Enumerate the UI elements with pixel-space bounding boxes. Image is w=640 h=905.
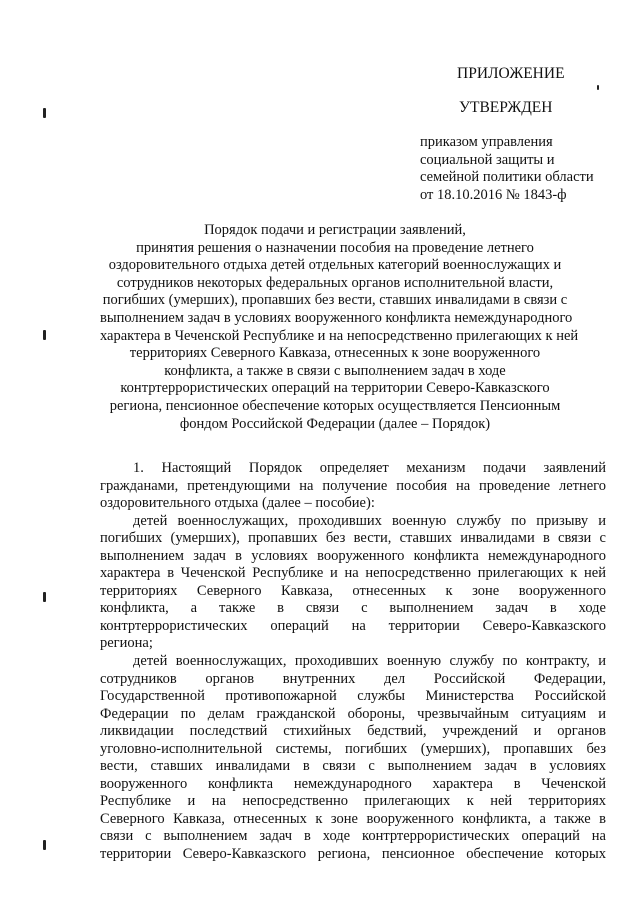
title-line: погибших (умерших), пропавших без вести, ставших инвалидами в связи с	[102, 292, 568, 309]
order-line: социальной защиты и	[420, 151, 555, 168]
paragraph-3-line: вооруженного конфликта немеждународного характера в Чеченской	[100, 775, 606, 792]
paragraph-2-line: выполнением задач в условиях вооруженного конфликта немеждународного	[100, 547, 606, 564]
title-line: региона, пенсионное обеспечение которых осуществляется Пенсионным	[109, 397, 561, 414]
paragraph-3-line: территории Северо-Кавказского региона, пенсионное обеспечение которых	[100, 846, 606, 863]
paragraph-3-line: Государственной противопожарной службы Министерства Российской	[100, 688, 606, 705]
paragraph-2-line: характера в Чеченской Республике и на непосредственно прилегающих к ней	[100, 565, 606, 582]
paragraph-3-line: уголовно-исполнительной системы, погибших (умерших), пропавших без	[100, 740, 606, 757]
paragraph-2-line: территориях Северного Кавказа, отнесенных к зоне вооруженного	[100, 582, 606, 599]
paragraph-2-line: детей военнослужащих, проходивших военную службу по призыву и	[133, 512, 606, 529]
title-line: фондом Российской Федерации (далее – Порядок)	[179, 415, 491, 432]
title-line: оздоровительного отдыха детей отдельных категорий военнослужащих и	[108, 257, 562, 274]
scan-mark	[43, 108, 46, 118]
title-line: контртеррористических операций на территории Северо-Кавказского	[120, 380, 550, 397]
paragraph-3-line: Северного Кавказа, отнесенных к зоне вооруженного конфликта, а также в	[100, 810, 606, 827]
paragraph-3-line: детей военнослужащих, проходивших военную службу по контракту, и	[133, 653, 606, 670]
order-line: семейной политики области	[420, 169, 594, 186]
title-line: сотрудников некоторых федеральных органов исполнительной власти,	[116, 274, 554, 291]
paragraph-2-line: контртеррористических операций на территории Северо-Кавказского	[100, 617, 606, 634]
document-title	[100, 222, 579, 433]
order-reference	[420, 134, 594, 204]
paragraph-2-line: конфликта, а также в связи с выполнением задач в ходе	[100, 600, 606, 617]
scan-mark	[43, 592, 46, 602]
title-line: Порядок подачи и регистрации заявлений,	[204, 222, 466, 238]
title-line: принятия решения о назначении пособия на проведение летнего	[136, 239, 534, 256]
paragraph-3-line: вести, ставших инвалидами в связи с выполнением задач в условиях	[100, 758, 606, 775]
paragraph-3-line: Республике и на непосредственно прилегающих к ней территориях	[100, 793, 606, 810]
scan-mark	[597, 85, 599, 90]
paragraph-3-line: сотрудников органов внутренних дел Российской Федерации,	[100, 670, 606, 687]
scan-mark	[43, 840, 46, 850]
order-line: приказом управления	[420, 134, 553, 150]
title-line: выполнением задач в условиях вооруженного конфликта немеждународного	[100, 309, 573, 326]
paragraph-3-line: ликвидации последствий стихийных бедствий, учреждений и органов	[100, 723, 606, 740]
document-body	[100, 460, 606, 864]
paragraph-3-line: связи с выполнением задач в ходе контртеррористических операций на	[100, 828, 606, 845]
approved-heading: УТВЕРЖДЕН	[459, 99, 553, 116]
title-line: территориях Северного Кавказа, отнесенных к зоне вооруженного	[129, 345, 541, 362]
paragraph-1-line: 1. Настоящий Порядок определяет механизм подачи заявлений	[133, 460, 606, 476]
paragraph-2-line: погибших (умерших), пропавших без вести, ставших инвалидами в связи с	[100, 530, 606, 547]
title-line: характера в Чеченской Республике и на непосредственно прилегающих к ней	[100, 327, 579, 344]
title-line: конфликта, а также в связи с выполнением задач в ходе	[164, 362, 506, 379]
paragraph-1-line: гражданами, претендующими на получение пособия на проведение летнего	[100, 477, 606, 494]
paragraph-3-line: Федерации по делам гражданской обороны, чрезвычайным ситуациям и	[100, 705, 606, 722]
paragraph-2-line: региона;	[100, 635, 153, 652]
scan-mark	[43, 330, 46, 340]
appendix-heading: ПРИЛОЖЕНИЕ	[457, 65, 565, 82]
paragraph-1-line: оздоровительного отдыха (далее – пособие):	[100, 495, 375, 512]
order-line: от 18.10.2016 № 1843-ф	[420, 186, 567, 203]
